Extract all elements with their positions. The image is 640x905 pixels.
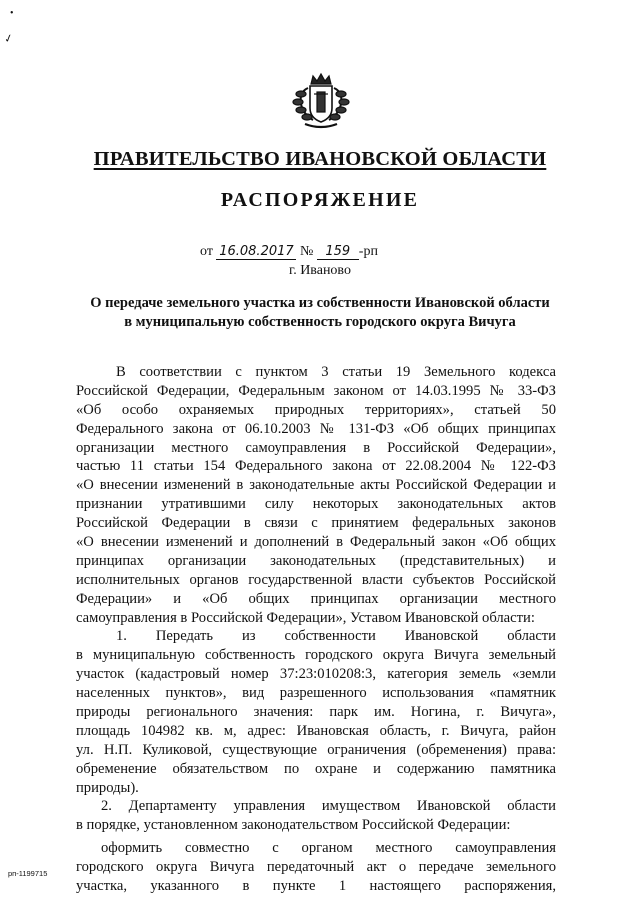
- body-line: населенных пунктов», вид разрешенного использования «памятник: [76, 685, 556, 702]
- number-suffix: -рп: [358, 244, 378, 259]
- body-line: в муниципальную собственность городского округа Вичуга земельный: [76, 647, 556, 664]
- body-line: В соответствии с пунктом 3 статьи 19 Земельного кодекса: [116, 364, 556, 380]
- body-line: исполнительных органов государственной власти субъектов Российской: [76, 571, 556, 588]
- body-line: Российской Федерации в связи с принятием федеральных законов: [76, 515, 556, 532]
- body-line: ул. Н.П. Куликовой, существующие ограничения (обременения) права:: [76, 741, 556, 758]
- order-date-number: [200, 244, 378, 260]
- coat-of-arms-emblem: [283, 70, 359, 130]
- body-line: принципах организации законодательных (представительных) и: [76, 552, 556, 569]
- document-type-title: РАСПОРЯЖЕНИЕ: [220, 189, 420, 211]
- body-line: Федерации» и «Об общих принципах организации местного: [76, 590, 556, 607]
- handwritten-check-mark: ✓: [2, 31, 15, 46]
- date-prefix: от: [200, 244, 213, 259]
- subject-line: в муниципальную собственность городского округа Вичуга: [124, 314, 516, 330]
- body-line: признании утратившими силу некоторых законодательных актов: [76, 496, 556, 513]
- body-line: 2. Департаменту управления имуществом Ивановской области: [101, 798, 556, 815]
- body-line: природы регионального значения: парк им. Ногина, г. Вичуга»,: [76, 704, 556, 721]
- body-line: «Об особо охраняемых природных территориях», статьей 50: [76, 401, 556, 418]
- document-body: [76, 363, 556, 896]
- body-line: обременение обязательством по охране и содержанию памятника: [76, 760, 556, 777]
- body-line: «О внесении изменений в законодательные акты Российской Федерации и: [76, 477, 556, 494]
- body-line: частью 11 статьи 154 Федерального закона от 22.08.2004 № 122-ФЗ: [76, 458, 556, 475]
- body-line: Федерального закона от 06.10.2003 № 131-ФЗ «Об общих принципах: [76, 420, 556, 437]
- body-line: участок (кадастровый номер 37:23:010208:3, категория земель «земли: [76, 666, 556, 683]
- body-line: самоуправления в Российской Федерации», Уставом Ивановской области:: [76, 609, 535, 626]
- handwritten-date: 16.08.2017: [216, 245, 296, 260]
- body-line: «О внесении изменений и дополнений в Федеральный закон «Об общих: [76, 534, 556, 551]
- body-line: городского округа Вичуга передаточный акт о передаче земельного: [76, 859, 556, 876]
- body-line: природы).: [76, 779, 139, 796]
- subject-line: О передаче земельного участка из собственности Ивановской области: [90, 295, 550, 311]
- body-line: Российской Федерации, Федеральным законом от 14.03.1995 № 33-ФЗ: [76, 382, 556, 399]
- document-subject: [70, 294, 570, 332]
- body-line: участка, указанного в пункте 1 настоящего распоряжения,: [76, 878, 556, 895]
- corner-dot-mark: •: [10, 8, 14, 19]
- body-line: 1. Передать из собственности Ивановской области: [116, 628, 556, 645]
- handwritten-number: 159: [317, 245, 359, 260]
- body-line: организации местного самоуправления в Российской Федерации»,: [76, 439, 556, 456]
- body-line: оформить совместно с органом местного самоуправления: [101, 840, 556, 857]
- number-prefix: №: [299, 244, 314, 259]
- document-id-footer: рп-1199715: [8, 869, 48, 878]
- body-line: в порядке, установленном законодательством Российской Федерации:: [76, 817, 511, 834]
- body-line: площадь 104982 кв. м, адрес: Ивановская область, г. Вичуга, район: [76, 722, 556, 739]
- government-title: ПРАВИТЕЛЬСТВО ИВАНОВСКОЙ ОБЛАСТИ: [93, 148, 547, 170]
- city-name: г. Иваново: [289, 263, 351, 278]
